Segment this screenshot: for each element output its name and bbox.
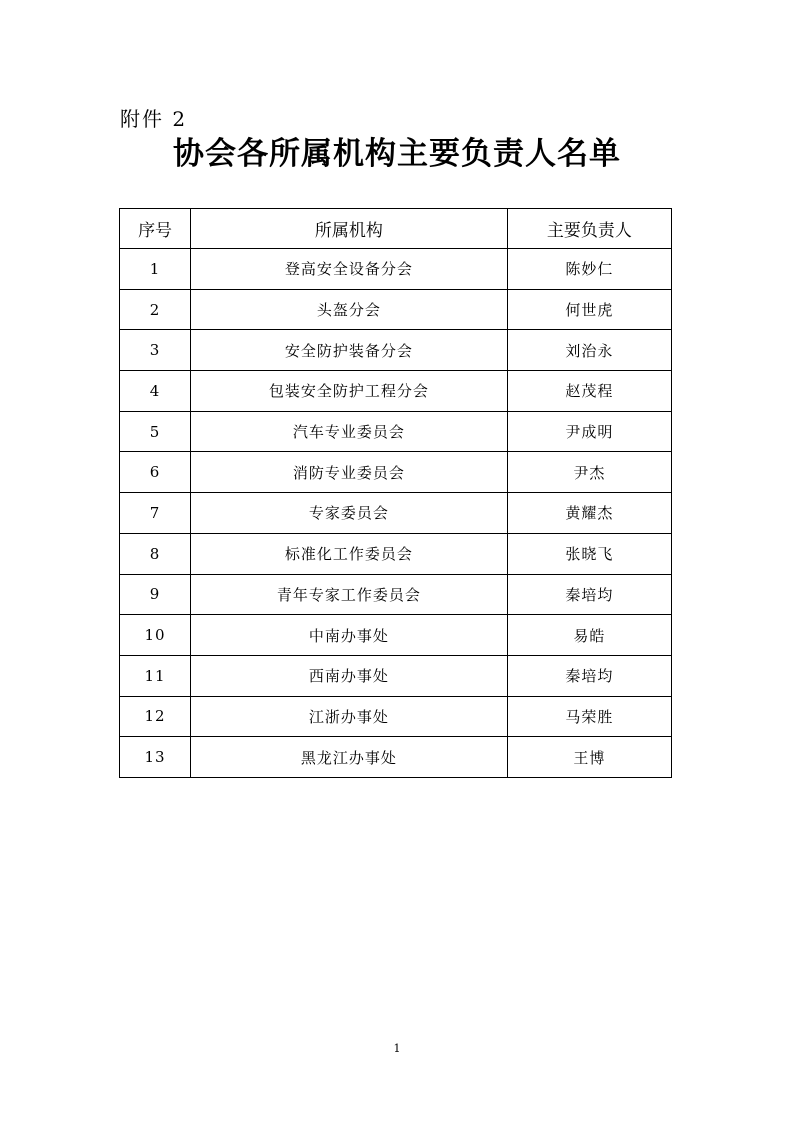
cell-organization: 中南办事处 — [191, 615, 508, 656]
document-title: 协会各所属机构主要负责人名单 — [173, 136, 621, 172]
cell-seq: 1 — [120, 249, 191, 290]
cell-seq: 13 — [120, 737, 191, 778]
cell-head: 秦培均 — [507, 655, 671, 696]
cell-head: 张晓飞 — [507, 533, 671, 574]
cell-organization: 消防专业委员会 — [191, 452, 508, 493]
cell-seq: 6 — [120, 452, 191, 493]
cell-seq: 11 — [120, 655, 191, 696]
cell-organization: 黑龙江办事处 — [191, 737, 508, 778]
cell-seq: 12 — [120, 696, 191, 737]
cell-head: 王博 — [507, 737, 671, 778]
cell-seq: 9 — [120, 574, 191, 615]
cell-organization: 安全防护装备分会 — [191, 330, 508, 371]
table-row — [120, 330, 672, 371]
cell-organization: 头盔分会 — [191, 289, 508, 330]
cell-head: 陈妙仁 — [507, 249, 671, 290]
cell-head: 马荣胜 — [507, 696, 671, 737]
organization-roster-table — [119, 208, 672, 778]
table-row — [120, 371, 672, 412]
cell-seq: 3 — [120, 330, 191, 371]
cell-organization: 青年专家工作委员会 — [191, 574, 508, 615]
header-head: 主要负责人 — [507, 209, 671, 249]
cell-head: 尹杰 — [507, 452, 671, 493]
table-row — [120, 737, 672, 778]
table-row — [120, 655, 672, 696]
table-row — [120, 411, 672, 452]
header-seq: 序号 — [120, 209, 191, 249]
table-row — [120, 249, 672, 290]
cell-organization: 专家委员会 — [191, 493, 508, 534]
cell-seq: 5 — [120, 411, 191, 452]
cell-organization: 汽车专业委员会 — [191, 411, 508, 452]
table-row — [120, 696, 672, 737]
cell-seq: 8 — [120, 533, 191, 574]
cell-organization: 包装安全防护工程分会 — [191, 371, 508, 412]
cell-head: 易皓 — [507, 615, 671, 656]
cell-seq: 7 — [120, 493, 191, 534]
cell-seq: 10 — [120, 615, 191, 656]
table-row — [120, 289, 672, 330]
cell-organization: 标准化工作委员会 — [191, 533, 508, 574]
cell-head: 赵茂程 — [507, 371, 671, 412]
page-number: 1 — [393, 1042, 401, 1055]
header-organization: 所属机构 — [191, 209, 508, 249]
cell-organization: 西南办事处 — [191, 655, 508, 696]
table-row — [120, 574, 672, 615]
cell-head: 黄耀杰 — [507, 493, 671, 534]
cell-head: 何世虎 — [507, 289, 671, 330]
table-row — [120, 452, 672, 493]
cell-head: 尹成明 — [507, 411, 671, 452]
table-header-row — [120, 209, 672, 249]
cell-head: 刘治永 — [507, 330, 671, 371]
cell-seq: 4 — [120, 371, 191, 412]
table-row — [120, 533, 672, 574]
cell-organization: 江浙办事处 — [191, 696, 508, 737]
cell-organization: 登高安全设备分会 — [191, 249, 508, 290]
table-row — [120, 615, 672, 656]
cell-seq: 2 — [120, 289, 191, 330]
cell-head: 秦培均 — [507, 574, 671, 615]
attachment-label: 附件 2 — [120, 107, 188, 131]
table-row — [120, 493, 672, 534]
